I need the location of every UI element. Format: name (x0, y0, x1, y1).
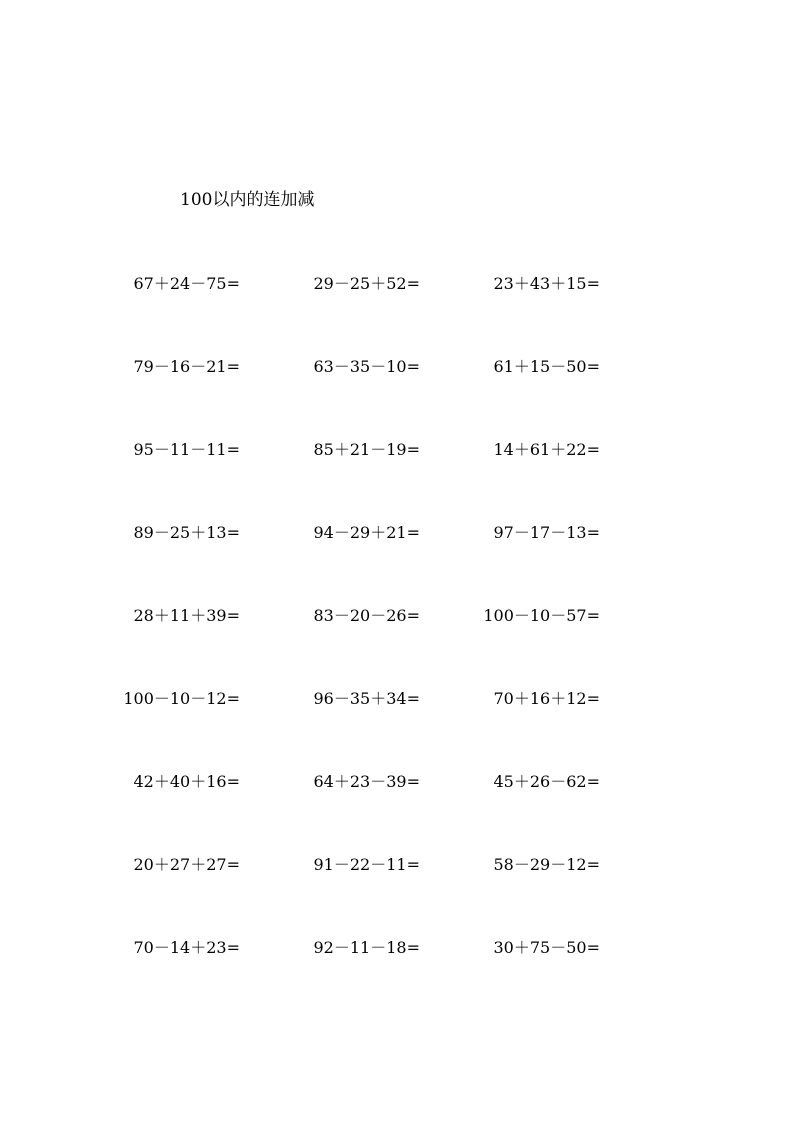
problem-row (0, 687, 794, 770)
problem: 28＋11＋39= (133, 606, 240, 625)
problem-row (0, 272, 794, 355)
problem: 23＋43＋15= (493, 274, 600, 293)
problem: 83－20－26= (313, 606, 420, 625)
problem-row (0, 936, 794, 1019)
problem-row (0, 853, 794, 936)
problem: 20＋27＋27= (133, 855, 240, 874)
problem: 61＋15－50= (493, 357, 600, 376)
problem: 89－25＋13= (133, 523, 240, 542)
problem-row (0, 355, 794, 438)
problem: 45＋26－62= (493, 772, 600, 791)
problem: 30＋75－50= (493, 938, 600, 957)
problem: 64＋23－39= (313, 772, 420, 791)
problem: 96－35＋34= (313, 689, 420, 708)
problem-row (0, 438, 794, 521)
problem: 63－35－10= (313, 357, 420, 376)
problem: 70＋16＋12= (493, 689, 600, 708)
problem: 70－14＋23= (133, 938, 240, 957)
problem: 95－11－11= (133, 440, 240, 459)
problem: 92－11－18= (313, 938, 420, 957)
problem: 94－29＋21= (313, 523, 420, 542)
problem-row (0, 770, 794, 853)
problem: 58－29－12= (493, 855, 600, 874)
problem: 29－25＋52= (313, 274, 420, 293)
problem-row (0, 521, 794, 604)
problem: 42＋40＋16= (133, 772, 240, 791)
problem-row (0, 604, 794, 687)
problem: 67＋24－75= (133, 274, 240, 293)
problem: 97－17－13= (493, 523, 600, 542)
problem: 85＋21－19= (313, 440, 420, 459)
problem: 14＋61＋22= (493, 440, 600, 459)
problem: 100－10－12= (123, 689, 240, 708)
worksheet-title: 100以内的连加减 (180, 190, 315, 210)
problem: 91－22－11= (313, 855, 420, 874)
problem: 79－16－21= (133, 357, 240, 376)
problem: 100－10－57= (483, 606, 600, 625)
problem-grid (0, 272, 794, 1019)
